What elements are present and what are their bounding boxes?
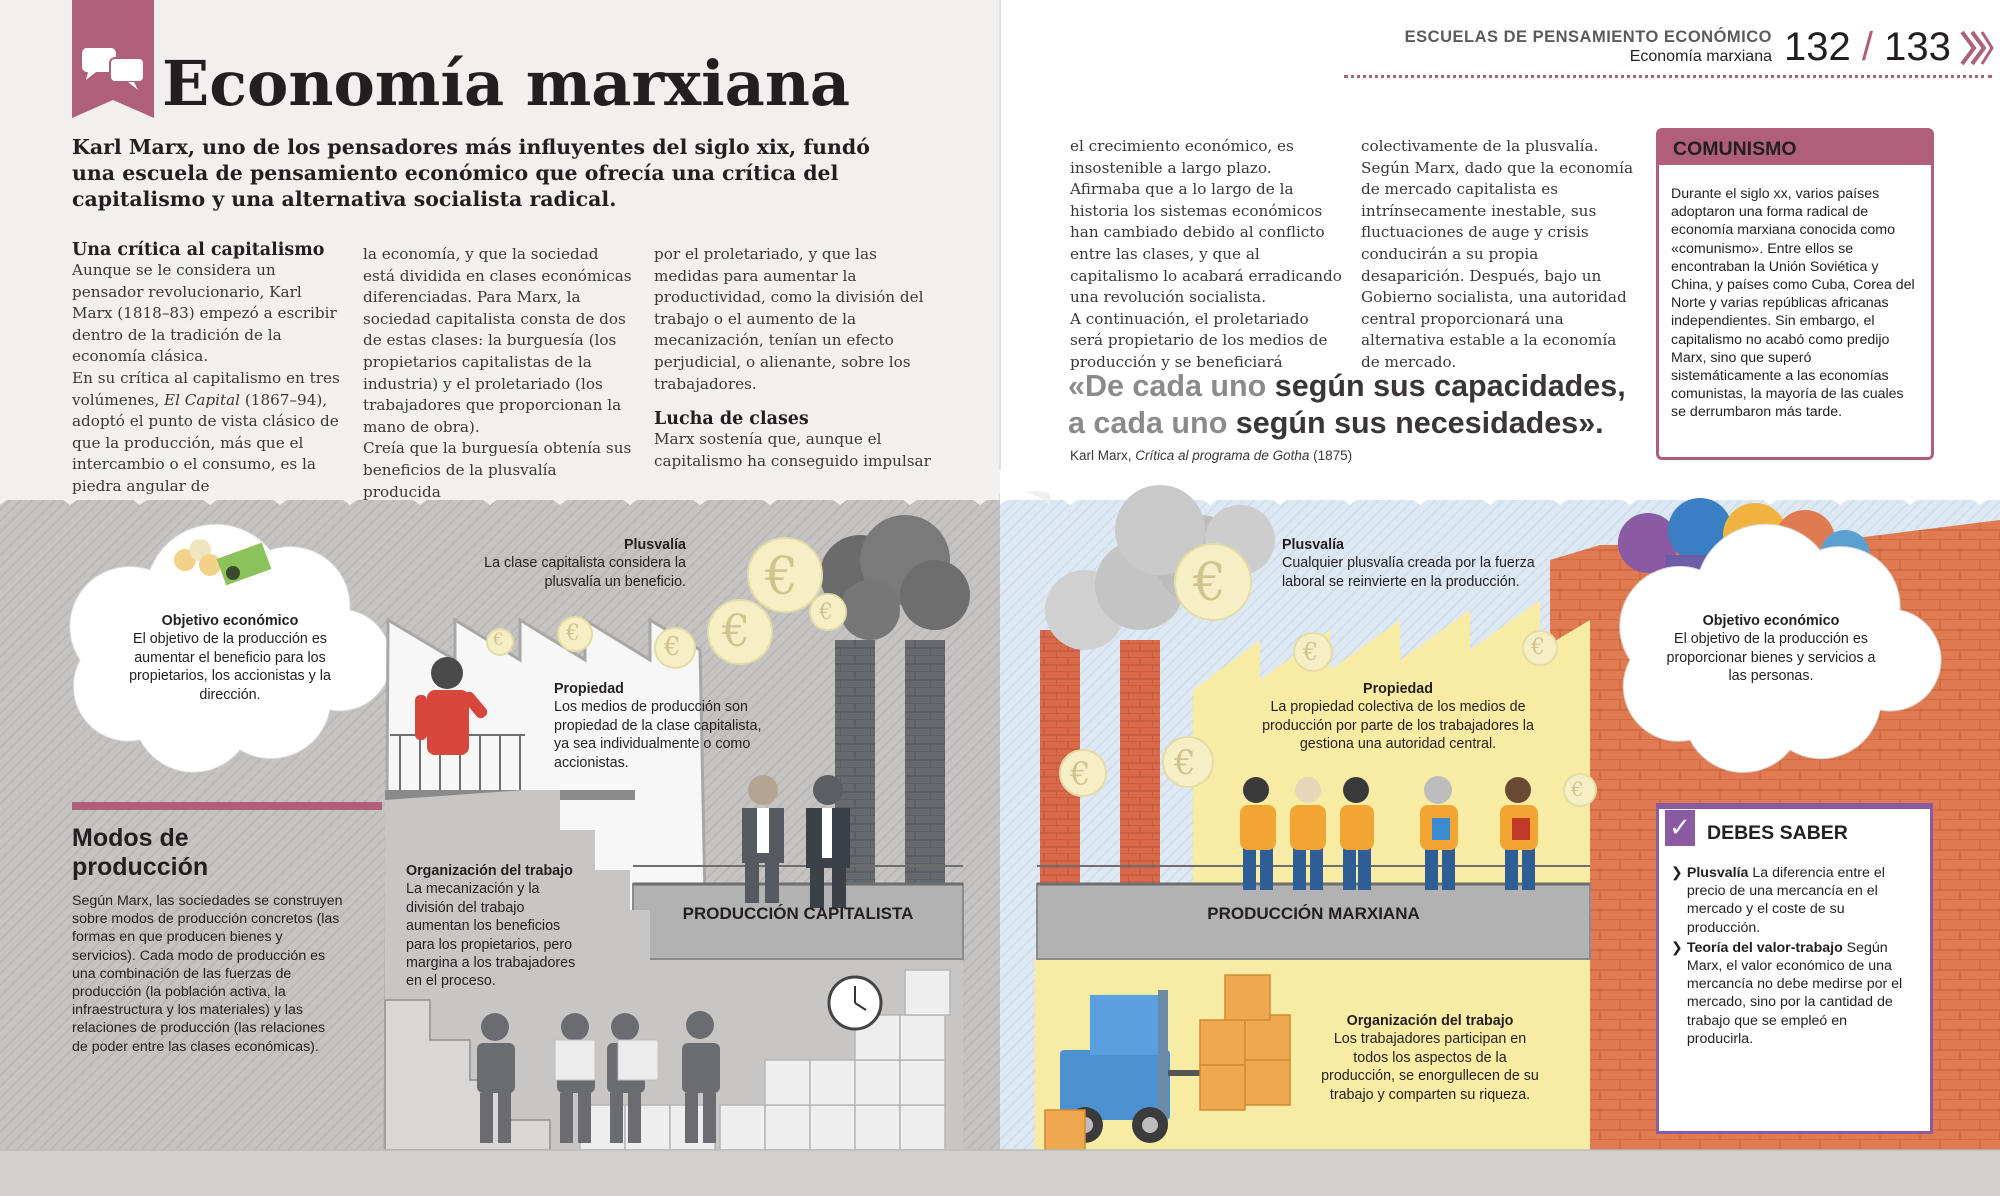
euro-coin-icon: €: [566, 621, 580, 646]
euro-coin-icon: €: [1571, 777, 1584, 801]
euro-coin-icon: €: [1303, 638, 1319, 666]
comunismo-box: [1656, 128, 1934, 460]
column-1: [72, 240, 342, 498]
quote-part: «De cada uno: [1068, 369, 1275, 403]
column-5: [1361, 136, 1636, 374]
marx-plusvalia-label: Plusvalía Cualquier plusvalía creada por la fuerza laboral se reinvierte en la producción.: [1282, 537, 1535, 590]
list-item: ❯ Plusvalía La diferencia entre el precio de una mercancía en el mercado y el coste de su producción.: [1671, 865, 1885, 936]
column-2-paragraph-1: la economía, y que la sociedad está dividida en clases económicas diferenciadas. Para Marx, la sociedad capitalista consta de dos de estas clases: la burguesía (los propietarios capitalistas de la industria) y el proletariado (los trabajadores que proporcionan la mano de obra).: [363, 245, 632, 436]
speech-bubble-tab: [72, 0, 154, 118]
column-2-paragraph-2: Creía que la burguesía obtenía sus beneficios de la plusvalía producida: [363, 439, 632, 501]
column-4-paragraph-2: A continuación, el proletariado será propietario de los medios de producción y se beneficiará: [1070, 309, 1328, 371]
euro-coin-icon: €: [765, 547, 799, 607]
marx-organizacion-label: Organización del trabajo Los trabajadores participan en todos los aspectos de la producción, se enorgullecen de su trabajo y comparten su riqueza.: [1321, 1013, 1539, 1103]
cap-plusvalia-label: Plusvalía La clase capitalista considera la plusvalía un beneficio.: [484, 537, 686, 590]
debes-saber-topbar: [1656, 803, 1933, 809]
subheading-critica: Una crítica al capitalismo: [72, 240, 325, 260]
marxian-banner: PRODUCCIÓN MARXIANA: [1207, 904, 1420, 923]
euro-coin-icon: €: [1070, 755, 1091, 793]
check-icon: ✓: [1665, 810, 1695, 846]
column-5-paragraph: colectivamente de la plusvalía. Según Marx, dado que la economía de mercado capitalista es intrínsecamente inestable, sus fluctuaciones de auge y crisis conducirán a su propia desaparición. Después, bajo un Gobierno socialista, una autoridad central proporcionará una alternativa estable a la economía de mercado.: [1361, 137, 1633, 371]
bullet-icon: ❯: [1671, 865, 1683, 881]
comunismo-title: COMUNISMO: [1659, 131, 1931, 165]
euro-coin-icon: €: [1531, 635, 1545, 660]
quote-attribution: Karl Marx, Crítica al programa de Gotha (1875): [1070, 448, 1353, 463]
euro-coin-icon: €: [1193, 553, 1227, 613]
column-2: [363, 244, 635, 503]
marx-propiedad-label: Propiedad La propiedad colectiva de los medios de producción por parte de los trabajadores la gestiona una autoridad central.: [1262, 681, 1534, 753]
book-title: El Capital: [163, 390, 241, 409]
euro-coin-icon: €: [819, 600, 833, 625]
modos-text: Según Marx, las sociedades se construyen sobre modos de producción concretos (las formas en que producen bienes y servicios). Cada modo de producción es una combinación de las fuerzas de producción (la población activa, la infraestructura y los materiales) y las relaciones de producción (las relaciones de poder entre las clases económicas).: [72, 893, 343, 1055]
page-numbers: [1784, 24, 1951, 70]
column-3-paragraph-2: Marx sostenía que, aunque el capitalismo ha conseguido impulsar: [654, 430, 931, 470]
cap-organizacion-label: Organización del trabajo La mecanización y la división del trabajo aumentan los beneficios para los propietarios, pero margina a los trabajadores en el proceso.: [406, 863, 576, 990]
chevrons-icon: [1960, 30, 1994, 66]
debes-saber-list: [1671, 864, 1916, 1048]
column-1-paragraph-2: En su crítica al capitalismo en tres volúmenes, El Capital (1867–94), adoptó el punto de vista clásico de que la producción, más que el intercambio o el consumo, es la piedra angular de: [72, 368, 340, 495]
euro-coin-icon: €: [722, 606, 750, 657]
column-3: [654, 244, 934, 472]
page-title: Economía marxiana: [162, 47, 851, 120]
euro-coin-icon: €: [1174, 743, 1196, 783]
modos-heading: Modos de producción: [72, 824, 209, 881]
page-number-left: 132: [1784, 25, 1851, 69]
bullet-icon: ❯: [1671, 939, 1683, 956]
column-3-paragraph-1: por el proletariado, y que las medidas para aumentar la productividad, como la división del trabajo o el aumento de la mecanización, tenían un efecto perjudicial, o alienante, sobre los trabajadores.: [654, 245, 924, 393]
subheading-lucha: Lucha de clases: [654, 409, 809, 430]
page-number-right: 133: [1884, 25, 1951, 69]
euro-coin-icon: €: [664, 632, 681, 662]
section-subheader: Economía marxiana: [1629, 48, 1772, 65]
page-separator: /: [1861, 25, 1873, 69]
column-4: [1070, 136, 1345, 374]
comunismo-text: Durante el siglo xx, varios países adoptaron una forma radical de economía marxiana conocida como «comunismo». Entre ellos se encontraban la Unión Soviética y China, y países como Cuba, Corea del Norte y varias repúblicas africanas independientes. Sin embargo, el capitalismo no acabó como predijo Marx, sino que superó sistemáticamente a las economías comunistas, la mayoría de las cuales se derrumbaron más tarde.: [1671, 186, 1915, 421]
debes-saber-title: DEBES SABER: [1707, 822, 1848, 844]
column-1-paragraph-1: Aunque se le considera un pensador revolucionario, Karl Marx (1818–83) empezó a escribir dentro de la tradición de la economía clásica.: [72, 261, 337, 366]
quote-part: a cada uno: [1068, 406, 1236, 440]
list-item: ❯ Teoría del valor-trabajo Según Marx, el valor económico de una mercancía no debe medirse por el mercado, sino por la cantidad de trabajo que se empleó en producirla.: [1671, 939, 1903, 1047]
column-4-paragraph-1: el crecimiento económico, es insostenible a largo plazo. Afirmaba que a lo largo de la historia los sistemas económicos han cambiado debido al conflicto entre las clases, y que al capitalismo lo acabará erradicando una revolución socialista.: [1070, 137, 1342, 307]
pull-quote: [1068, 368, 1628, 442]
quote-part: según sus capacidades,: [1274, 369, 1626, 403]
section-header: ESCUELAS DE PENSAMIENTO ECONÓMICO: [1404, 28, 1772, 46]
intro-text: Karl Marx, uno de los pensadores más influyentes del siglo xix, fundó una escuela de pensamiento económico que ofrecía una crítica del capitalismo y una alternativa socialista radical.: [72, 135, 870, 211]
header-rule: [1344, 75, 1992, 78]
marx-objetivo-label: Objetivo económico El objetivo de la producción es proporcionar bienes y servicios a las personas.: [1666, 613, 1876, 685]
modos-rule: [72, 802, 382, 810]
euro-coin-icon: €: [493, 630, 504, 650]
capitalist-banner: PRODUCCIÓN CAPITALISTA: [682, 904, 914, 923]
quote-part: según sus necesidades».: [1235, 406, 1604, 440]
cap-propiedad-label: Propiedad Los medios de producción son propiedad de la clase capitalista, ya sea individualmente o como accionistas.: [554, 681, 762, 771]
debes-saber-box: [1656, 803, 1933, 1134]
cap-objetivo-label: Objetivo económico El objetivo de la producción es aumentar el beneficio para los propietarios, los accionistas y la dirección.: [129, 613, 331, 703]
